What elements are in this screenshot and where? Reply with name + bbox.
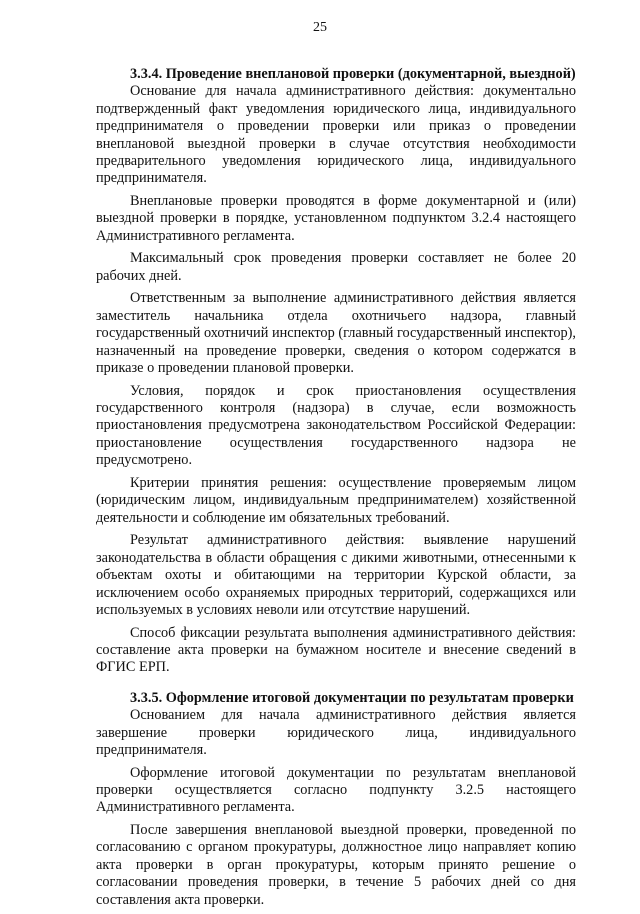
paragraph: Внеплановые проверки проводятся в форме документарной и (или) выездной проверки в порядке, установленном подпунктом 3.2.4 настоящего Административного регламента. [96,193,576,244]
document-body [96,66,576,914]
paragraph: Оформление итоговой документации по результатам внеплановой проверки осуществляется согласно подпункту 3.2.5 настоящего Административного регламента. [96,764,576,816]
paragraph: Способ фиксации результата выполнения административного действия: составление акта проверки на бумажном носителе и внесение сведений в ФГИС ЕРП. [96,624,576,676]
paragraph: Ответственным за выполнение административного действия является заместитель начальника отдела охотничьего надзора, главный государственный охотничий инспектор (главный государственный инспектор), назначенный на проведение проверки, сведения о котором содержатся в приказе о проведении плановой проверки. [96,290,576,377]
section-heading-3-3-4: 3.3.4. Проведение внеплановой проверки (документарной, выездной) [130,66,576,82]
paragraph: Основанием для начала административного действия является завершение проверки юридического лица, индивидуального предпринимателя. [96,707,576,758]
section-heading-3-3-5: 3.3.5. Оформление итоговой документации по результатам проверки [130,689,574,706]
paragraph: Результат административного действия: выявление нарушений законодательства в области обращения с дикими животными, отнесенными к объектам охоты и обитающими на территории Курской области, за исключением особо охраняемых природных территорий, содержащихся или используемых в условиях неволи или отсутствие нарушений. [96,532,576,618]
paragraph: Основание для начала административного действия: документально подтвержденный факт уведомления юридического лица, индивидуального предпринимателя о проведении проверки или приказ о проведении внеплановой выездной проверки в случае отсутствия необходимости предварительного уведомления юридического лица, индивидуального предпринимателя. [96,83,576,187]
page-number: 25 [313,20,327,35]
paragraph: Максимальный срок проведения проверки составляет не более 20 рабочих дней. [96,250,576,284]
paragraph: После завершения внеплановой выездной проверки, проведенной по согласованию с органом прокуратуры, должностное лицо направляет копию акта проверки в орган прокуратуры, которым принято решение о согласовании проведения проверки, в течение 5 рабочих дней со дня составления акта проверки. [96,821,576,908]
paragraph: Условия, порядок и срок приостановления осуществления государственного контроля (надзора) в случае, если возможность приостановления предусмотрена законодательством Российской Федерации: приостановление осуществления государственного надзора не предусмотрено. [96,382,576,469]
paragraph: Критерии принятия решения: осуществление проверяемым лицом (юридическим лицом, индивидуальным предпринимателем) хозяйственной деятельности и соблюдение им обязательных требований. [96,474,576,526]
